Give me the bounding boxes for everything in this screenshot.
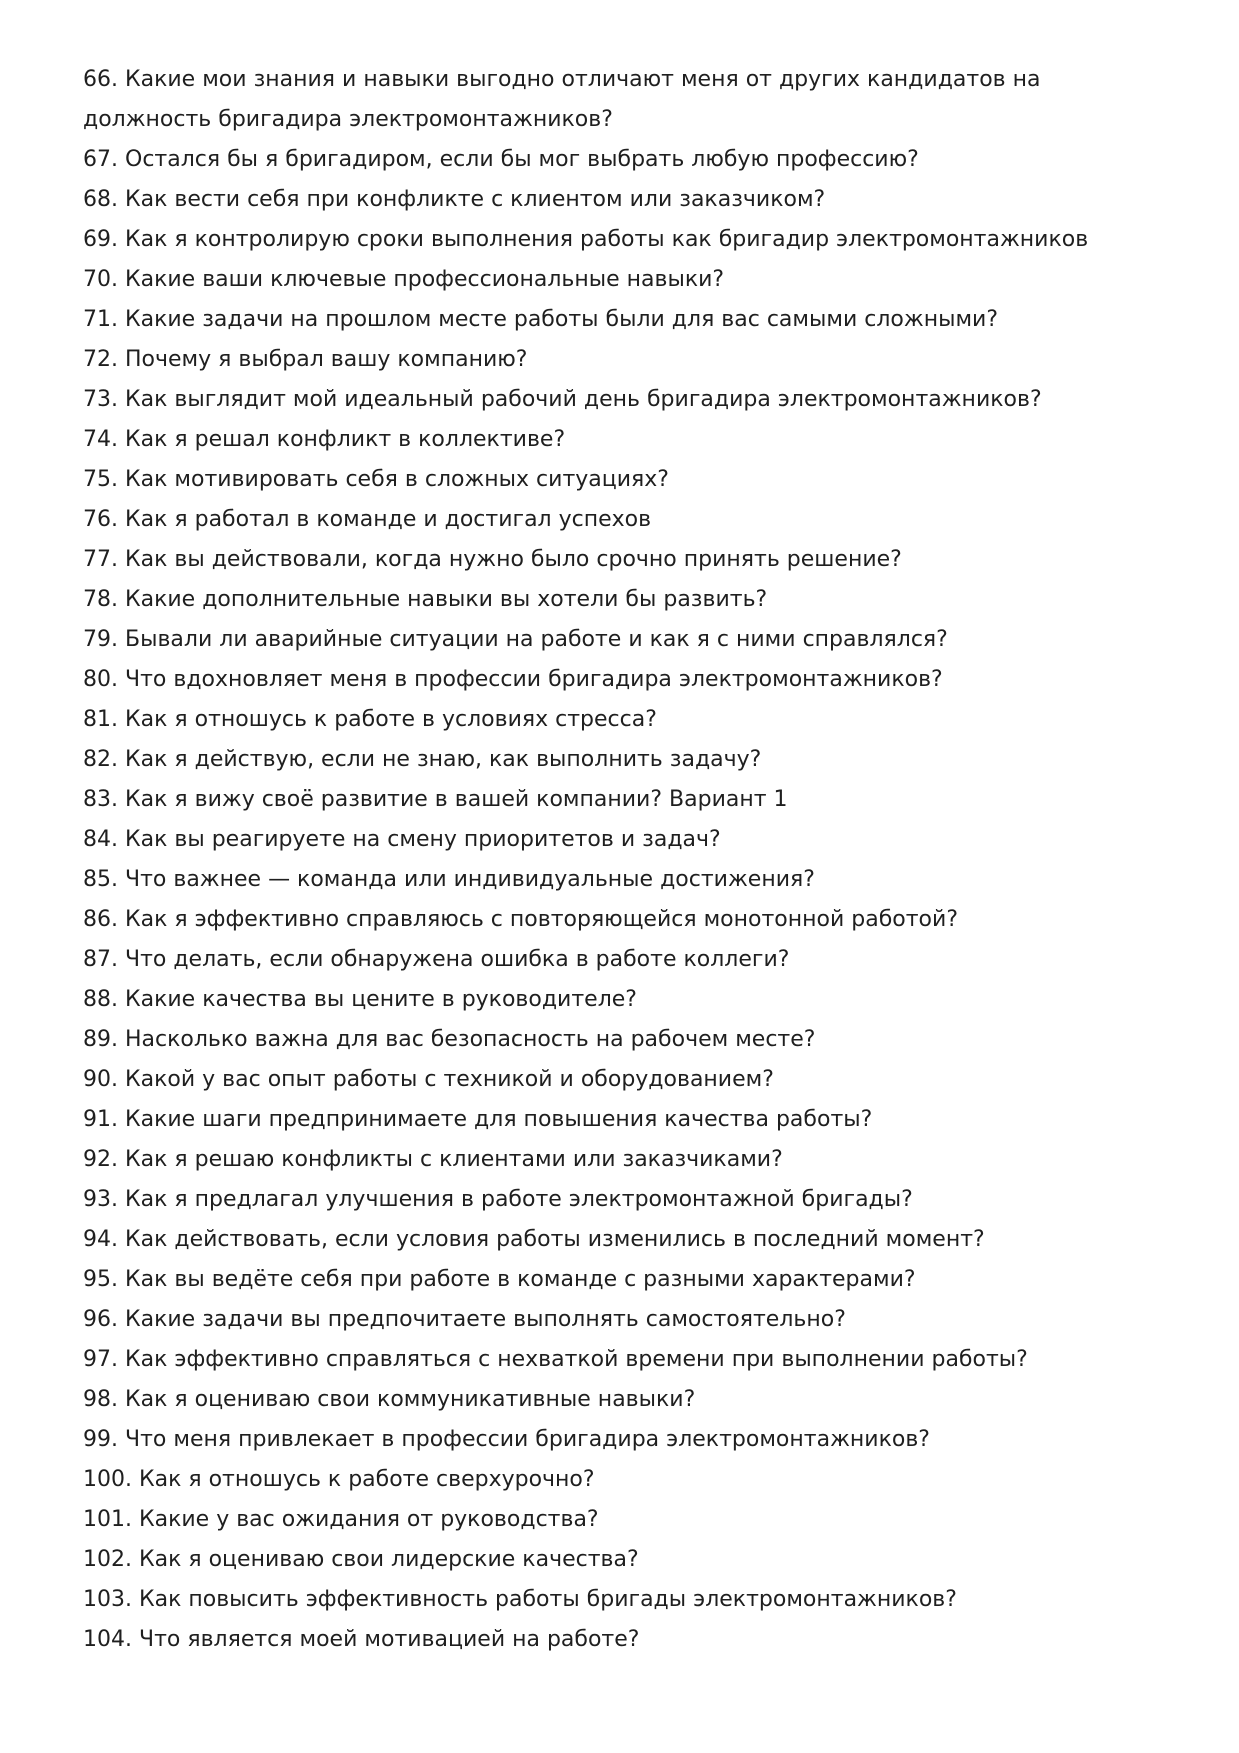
question-number: 102.	[83, 1547, 132, 1572]
question-item	[83, 1260, 1173, 1300]
question-text: Как мотивировать себя в сложных ситуациях?	[125, 467, 669, 492]
question-number: 97.	[83, 1347, 118, 1372]
question-number: 104.	[83, 1627, 132, 1652]
question-text: Как я оцениваю свои коммуникативные навыки?	[125, 1387, 696, 1412]
question-item	[83, 1140, 1173, 1180]
question-item	[83, 1100, 1173, 1140]
question-number: 79.	[83, 627, 118, 652]
question-text: Как я действую, если не знаю, как выполнить задачу?	[125, 747, 762, 772]
question-text: Какие мои знания и навыки выгодно отличают меня от других кандидатов на должность бригадира электромонтажников?	[83, 67, 1041, 132]
question-number: 72.	[83, 347, 118, 372]
question-item	[83, 1020, 1173, 1060]
question-number: 84.	[83, 827, 118, 852]
question-item	[83, 220, 1173, 260]
question-item	[83, 1180, 1173, 1220]
question-text: Какие задачи вы предпочитаете выполнять самостоятельно?	[125, 1307, 846, 1332]
question-text: Как вы реагируете на смену приоритетов и задач?	[125, 827, 721, 852]
question-number: 80.	[83, 667, 118, 692]
question-text: Остался бы я бригадиром, если бы мог выбрать любую профессию?	[125, 147, 919, 172]
question-number: 101.	[83, 1507, 132, 1532]
question-number: 99.	[83, 1427, 118, 1452]
question-number: 85.	[83, 867, 118, 892]
question-item	[83, 1460, 1173, 1500]
question-number: 78.	[83, 587, 118, 612]
question-text: Как я предлагал улучшения в работе электромонтажной бригады?	[125, 1187, 913, 1212]
question-item	[83, 420, 1173, 460]
question-text: Как я решаю конфликты с клиентами или заказчиками?	[125, 1147, 783, 1172]
question-text: Какие дополнительные навыки вы хотели бы развить?	[125, 587, 768, 612]
question-item	[83, 940, 1173, 980]
question-item	[83, 460, 1173, 500]
question-number: 68.	[83, 187, 118, 212]
question-item	[83, 1500, 1173, 1540]
question-number: 81.	[83, 707, 118, 732]
question-list	[83, 60, 1173, 1660]
question-item	[83, 500, 1173, 540]
question-number: 96.	[83, 1307, 118, 1332]
question-item	[83, 580, 1173, 620]
question-number: 87.	[83, 947, 118, 972]
question-item	[83, 1620, 1173, 1660]
question-item	[83, 860, 1173, 900]
question-item	[83, 380, 1173, 420]
question-text: Как я отношусь к работе в условиях стресса?	[125, 707, 657, 732]
question-item	[83, 1420, 1173, 1460]
question-number: 103.	[83, 1587, 132, 1612]
question-item	[83, 140, 1173, 180]
question-text: Насколько важна для вас безопасность на рабочем месте?	[125, 1027, 816, 1052]
question-text: Как вести себя при конфликте с клиентом или заказчиком?	[125, 187, 826, 212]
question-text: Бывали ли аварийные ситуации на работе и как я с ними справлялся?	[125, 627, 948, 652]
question-text: Как я контролирую сроки выполнения работы как бригадир электромонтажников	[125, 227, 1089, 252]
question-item	[83, 620, 1173, 660]
question-text: Какие задачи на прошлом месте работы были для вас самыми сложными?	[125, 307, 999, 332]
question-item	[83, 1380, 1173, 1420]
question-number: 91.	[83, 1107, 118, 1132]
question-text: Как я эффективно справляюсь с повторяющейся монотонной работой?	[125, 907, 958, 932]
question-text: Что меня привлекает в профессии бригадира электромонтажников?	[125, 1427, 930, 1452]
question-number: 82.	[83, 747, 118, 772]
question-text: Как я вижу своё развитие в вашей компании? Вариант 1	[125, 787, 788, 812]
question-item	[83, 780, 1173, 820]
question-number: 76.	[83, 507, 118, 532]
question-number: 74.	[83, 427, 118, 452]
question-text: Что вдохновляет меня в профессии бригадира электромонтажников?	[125, 667, 943, 692]
question-item	[83, 1060, 1173, 1100]
question-item	[83, 1340, 1173, 1380]
question-text: Как выглядит мой идеальный рабочий день бригадира электромонтажников?	[125, 387, 1042, 412]
question-item	[83, 260, 1173, 300]
question-text: Как я отношусь к работе сверхурочно?	[138, 1467, 595, 1492]
question-text: Как я решал конфликт в коллективе?	[125, 427, 566, 452]
question-text: Как эффективно справляться с нехваткой времени при выполнении работы?	[125, 1347, 1028, 1372]
question-number: 77.	[83, 547, 118, 572]
question-item	[83, 980, 1173, 1020]
question-item	[83, 660, 1173, 700]
question-item	[83, 540, 1173, 580]
question-text: Как вы ведёте себя при работе в команде с разными характерами?	[125, 1267, 916, 1292]
question-text: Какой у вас опыт работы с техникой и оборудованием?	[125, 1067, 774, 1092]
question-number: 100.	[83, 1467, 132, 1492]
question-number: 98.	[83, 1387, 118, 1412]
question-item	[83, 1300, 1173, 1340]
question-number: 94.	[83, 1227, 118, 1252]
question-item	[83, 900, 1173, 940]
question-item	[83, 340, 1173, 380]
question-number: 83.	[83, 787, 118, 812]
question-item	[83, 60, 1173, 140]
question-item	[83, 180, 1173, 220]
question-text: Какие качества вы цените в руководителе?	[125, 987, 637, 1012]
question-text: Какие у вас ожидания от руководства?	[138, 1507, 599, 1532]
question-text: Что важнее — команда или индивидуальные достижения?	[125, 867, 815, 892]
question-text: Как я работал в команде и достигал успехов	[125, 507, 652, 532]
question-number: 67.	[83, 147, 118, 172]
question-number: 69.	[83, 227, 118, 252]
question-text: Какие ваши ключевые профессиональные навыки?	[125, 267, 725, 292]
question-item	[83, 1580, 1173, 1620]
question-text: Какие шаги предпринимаете для повышения качества работы?	[125, 1107, 873, 1132]
question-text: Как вы действовали, когда нужно было срочно принять решение?	[125, 547, 902, 572]
question-item	[83, 300, 1173, 340]
question-item	[83, 1220, 1173, 1260]
question-number: 73.	[83, 387, 118, 412]
question-text: Как я оцениваю свои лидерские качества?	[138, 1547, 639, 1572]
question-item	[83, 700, 1173, 740]
question-text: Почему я выбрал вашу компанию?	[125, 347, 528, 372]
question-number: 86.	[83, 907, 118, 932]
question-number: 88.	[83, 987, 118, 1012]
question-number: 75.	[83, 467, 118, 492]
question-text: Как повысить эффективность работы бригады электромонтажников?	[138, 1587, 957, 1612]
question-item	[83, 1540, 1173, 1580]
question-number: 89.	[83, 1027, 118, 1052]
question-number: 66.	[83, 67, 118, 92]
question-item	[83, 820, 1173, 860]
question-number: 90.	[83, 1067, 118, 1092]
question-text: Что является моей мотивацией на работе?	[138, 1627, 640, 1652]
question-number: 71.	[83, 307, 118, 332]
question-number: 70.	[83, 267, 118, 292]
question-number: 95.	[83, 1267, 118, 1292]
question-number: 92.	[83, 1147, 118, 1172]
question-number: 93.	[83, 1187, 118, 1212]
question-text: Как действовать, если условия работы изменились в последний момент?	[125, 1227, 985, 1252]
question-item	[83, 740, 1173, 780]
question-text: Что делать, если обнаружена ошибка в работе коллеги?	[125, 947, 790, 972]
